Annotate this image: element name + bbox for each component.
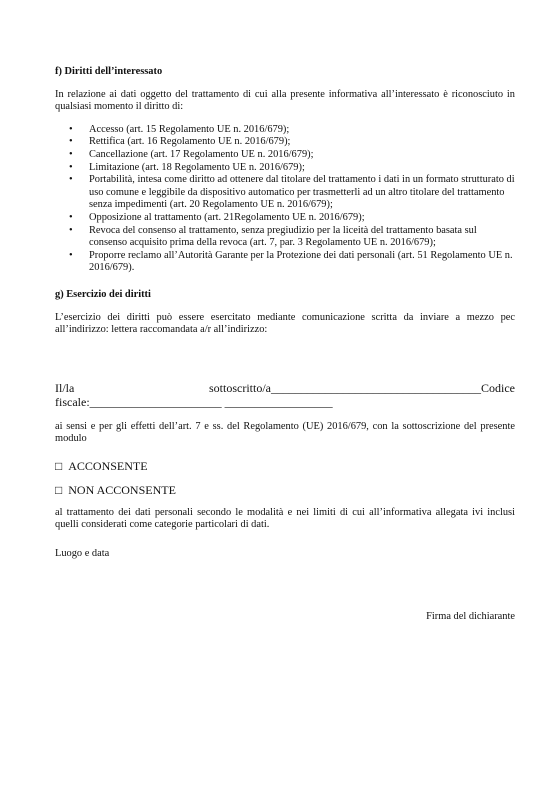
- list-item: [55, 136, 515, 149]
- right-text: Accesso (art. 15 Regolamento UE n. 2016/679);: [89, 123, 290, 135]
- bullet-icon: •: [69, 136, 73, 148]
- bullet-icon: •: [69, 224, 73, 236]
- right-text: Opposizione al trattamento (art. 21Regolamento UE n. 2016/679);: [89, 211, 365, 223]
- list-item: [55, 162, 515, 175]
- bullet-icon: •: [69, 161, 73, 173]
- checkbox-icon[interactable]: □: [55, 482, 63, 497]
- right-text: Proporre reclamo all’Autorità Garante per la Protezione dei dati personali (art. 51 Regolamento UE n. 2016/679).: [89, 249, 513, 274]
- bullet-icon: •: [69, 211, 73, 223]
- rights-list: [55, 124, 515, 275]
- right-text: Rettifica (art. 16 Regolamento UE n. 2016/679);: [89, 136, 291, 148]
- list-item: [55, 174, 515, 212]
- right-text: Cancellazione (art. 17 Regolamento UE n. 2016/679);: [89, 148, 314, 160]
- section-g-title: g) Esercizio dei diritti: [55, 288, 151, 300]
- closing-text: al trattamento dei dati personali secondo le modalità e nei limiti di cui all’informativa allegata ivi inclusi quelli considerati come categorie particolari di dati.: [55, 506, 515, 531]
- list-item: [55, 212, 515, 225]
- list-item: [55, 149, 515, 162]
- section-g-text: L’esercizio dei diritti può essere esercitato mediante comunicazione scritta da inviare a mezzo pec all’indirizzo: lettera raccomandata a/r all’indirizzo:: [55, 311, 515, 336]
- bullet-icon: •: [69, 174, 73, 186]
- consent-option[interactable]: [55, 459, 515, 473]
- place-date-label: Luogo e data: [55, 548, 110, 560]
- section-f-title: f) Diritti dell’interessato: [55, 66, 163, 77]
- no-consent-label: NON ACCONSENTE: [68, 482, 176, 497]
- section-f-intro: In relazione ai dati oggetto del trattamento di cui alla presente informativa all’interessato è riconosciuto in qualsiasi momento il diritto di:: [55, 88, 515, 113]
- right-text: Portabilità, intesa come diritto ad ottenere dal titolare del trattamento i dati in un formato strutturato di uso comune e leggibile da dispositivo automatico per trasmetterli ad un altro titolare del trattamento senza impedimenti (art. 20 Regolamento UE n. 2016/679);: [89, 174, 515, 211]
- signatory-line: Il/la sottoscritto/a___________________________________Codice fiscale:______________________ __________________: [55, 380, 515, 410]
- bullet-icon: •: [69, 249, 73, 261]
- right-text: Revoca del consenso al trattamento, senza pregiudizio per la liceità del trattamento basata sul consenso acquisito prima della revoca (art. 7, par. 3 Regolamento UE n. 2016/679);: [89, 224, 477, 249]
- bullet-icon: •: [69, 123, 73, 135]
- list-item: [55, 225, 515, 250]
- signature-label: Firma del dichiarante: [426, 610, 515, 622]
- consent-label: ACCONSENTE: [68, 458, 148, 473]
- no-consent-option[interactable]: [55, 483, 515, 497]
- checkbox-icon[interactable]: □: [55, 458, 63, 473]
- list-item: [55, 124, 515, 137]
- document-page: [55, 66, 515, 623]
- declaration-text: ai sensi e per gli effetti dell’art. 7 e ss. del Regolamento (UE) 2016/679, con la sottoscrizione del presente modulo: [55, 420, 515, 445]
- right-text: Limitazione (art. 18 Regolamento UE n. 2016/679);: [89, 161, 305, 173]
- bullet-icon: •: [69, 148, 73, 160]
- list-item: [55, 250, 515, 275]
